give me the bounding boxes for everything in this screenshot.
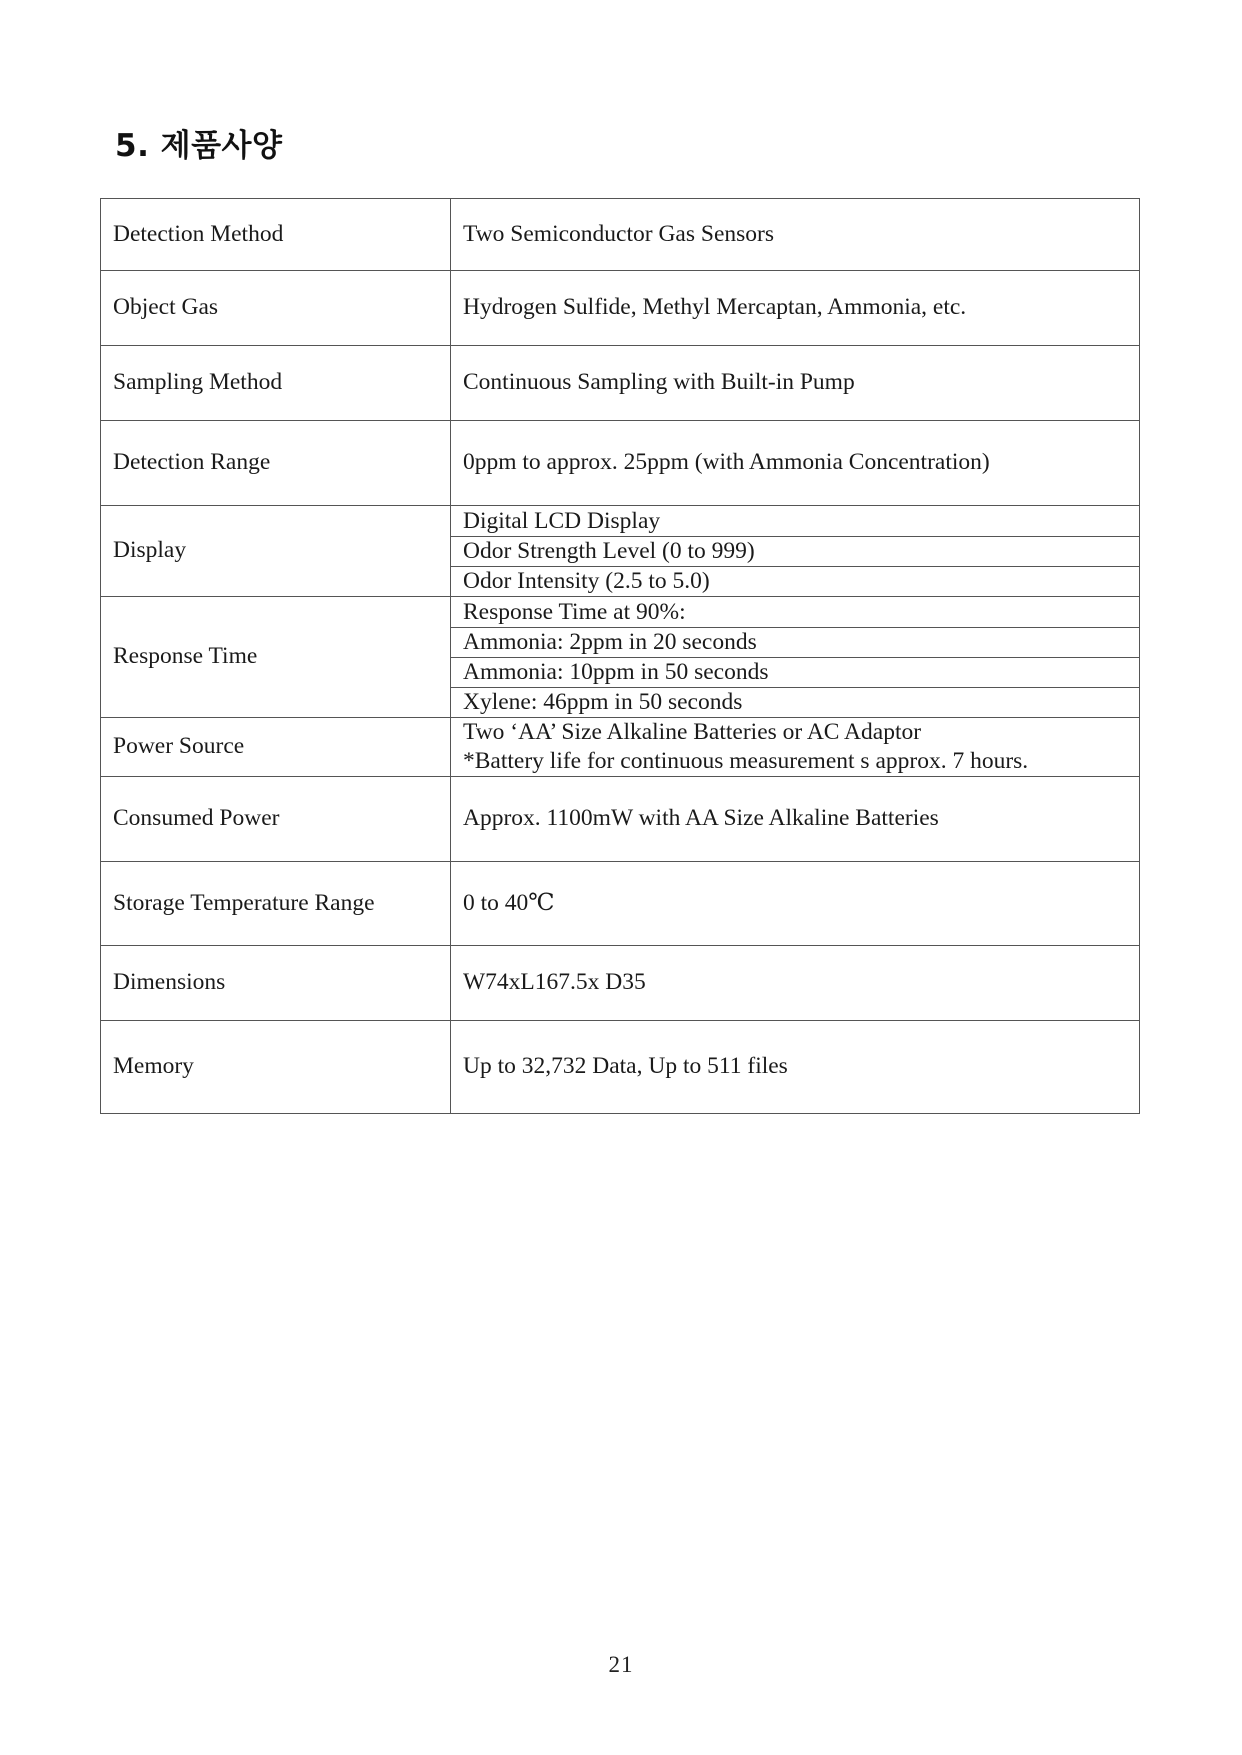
spec-value: Hydrogen Sulfide, Methyl Mercaptan, Ammonia, etc.: [451, 271, 1140, 346]
spec-value: Up to 32,732 Data, Up to 511 files: [451, 1021, 1140, 1114]
spec-label: Detection Method: [101, 199, 451, 271]
table-row: [101, 271, 1140, 346]
spec-value: 0 to 40℃: [451, 862, 1140, 946]
spec-label: Storage Temperature Range: [101, 862, 451, 946]
table-row: [101, 718, 1140, 777]
spec-value-list: [451, 718, 1140, 777]
spec-value-line: Ammonia: 2ppm in 20 seconds: [451, 628, 1139, 658]
spec-label: Sampling Method: [101, 346, 451, 421]
spec-value-line: *Battery life for continuous measurement s approx. 7 hours.: [463, 748, 1029, 774]
spec-value-line: Two ‘AA’ Size Alkaline Batteries or AC Adaptor: [463, 719, 922, 745]
table-row: [101, 346, 1140, 421]
table-row: [101, 946, 1140, 1021]
spec-value: W74xL167.5x D35: [451, 946, 1140, 1021]
spec-value-list: [451, 597, 1140, 718]
spec-label: Memory: [101, 1021, 451, 1114]
spec-value: Two Semiconductor Gas Sensors: [451, 199, 1140, 271]
spec-value: Continuous Sampling with Built-in Pump: [451, 346, 1140, 421]
spec-value-line: Xylene: 46ppm in 50 seconds: [463, 688, 743, 715]
spec-value-list: [451, 506, 1140, 597]
spec-label: Consumed Power: [101, 777, 451, 862]
section-title: 5. 제품사양: [115, 128, 283, 164]
spec-label: Detection Range: [101, 421, 451, 506]
table-row: [101, 421, 1140, 506]
spec-value-line: Odor Intensity (2.5 to 5.0): [463, 567, 710, 594]
spec-label: Response Time: [101, 597, 451, 718]
table-row: [101, 597, 1140, 718]
spec-value-line: Response Time at 90%:: [451, 598, 1139, 628]
spec-label: Object Gas: [101, 271, 451, 346]
page-number: 21: [608, 1652, 634, 1677]
spec-value: Approx. 1100mW with AA Size Alkaline Batteries: [451, 777, 1140, 862]
spec-value-line: Odor Strength Level (0 to 999): [451, 537, 1139, 567]
spec-value-line: Ammonia: 10ppm in 50 seconds: [451, 658, 1139, 688]
table-row: [101, 506, 1140, 597]
spec-label: Dimensions: [101, 946, 451, 1021]
spec-table: [100, 198, 1140, 1114]
spec-value-line: Digital LCD Display: [451, 507, 1139, 537]
table-row: [101, 777, 1140, 862]
table-row: [101, 199, 1140, 271]
spec-value: 0ppm to approx. 25ppm (with Ammonia Concentration): [451, 421, 1140, 506]
spec-label: Power Source: [101, 718, 451, 777]
table-row: [101, 1021, 1140, 1114]
table-row: [101, 862, 1140, 946]
spec-label: Display: [101, 506, 451, 597]
